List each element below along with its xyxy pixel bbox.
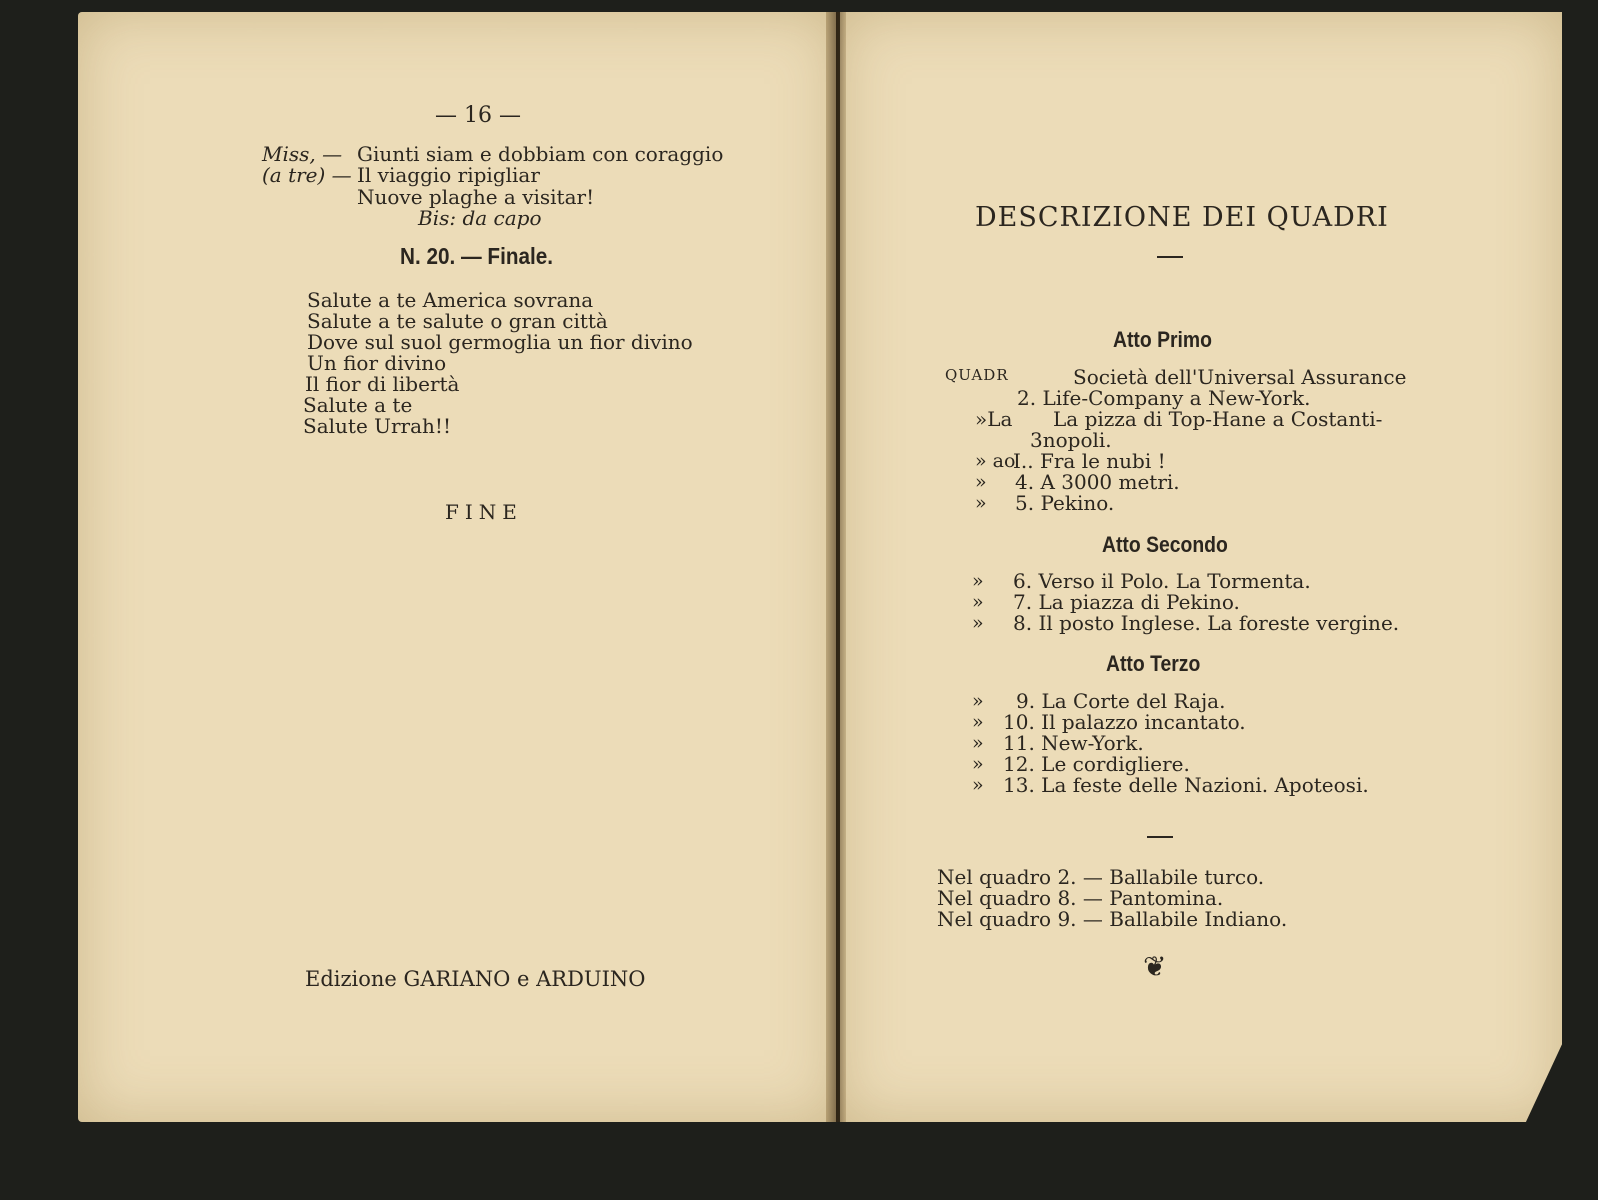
title-rule bbox=[1157, 256, 1183, 258]
finale-line: Un fior divino bbox=[307, 351, 447, 375]
ballet-note: Nel quadro 8. — Pantomina. bbox=[937, 886, 1224, 910]
entry-marker: » bbox=[975, 492, 987, 514]
finale-line: Dove sul suol germoglia un fior divino bbox=[307, 330, 693, 354]
entry-marker: » bbox=[972, 591, 984, 613]
scene-entry: 5. Pekino. bbox=[1015, 491, 1115, 515]
entry-marker: » bbox=[972, 711, 984, 733]
book-spine bbox=[826, 12, 846, 1122]
ballet-note: Nel quadro 2. — Ballabile turco. bbox=[937, 865, 1265, 889]
entry-marker: QUADR bbox=[945, 366, 1009, 384]
page-number: — 16 — bbox=[435, 103, 521, 128]
verse-line: Il viaggio ripigliar bbox=[357, 163, 540, 187]
scene-entry: 4. A 3000 metri. bbox=[1015, 470, 1180, 494]
scene-entry: I.. Fra le nubi ! bbox=[1013, 449, 1166, 473]
scene-entry: 8. Il posto Inglese. La foreste vergine. bbox=[1013, 611, 1400, 635]
scene-entry: 6. Verso il Polo. La Tormenta. bbox=[1013, 569, 1311, 593]
finale-line: Il fior di libertà bbox=[305, 372, 460, 396]
entry-marker: » bbox=[972, 690, 984, 712]
verse-line: Nuove plaghe a visitar! bbox=[357, 185, 595, 209]
entry-marker: »La bbox=[975, 407, 1013, 431]
scene-entry: 7. La piazza di Pekino. bbox=[1013, 590, 1240, 614]
entry-marker: » bbox=[972, 732, 984, 754]
finale-line: Salute a te salute o gran città bbox=[307, 309, 608, 333]
scene-entry: 10. Il palazzo incantato. bbox=[1003, 710, 1246, 734]
speaker-label: (a tre) — bbox=[262, 163, 352, 187]
fine-label: FINE bbox=[445, 500, 523, 524]
finale-line: Salute a te bbox=[303, 393, 413, 417]
section-title: DESCRIZIONE DEI QUADRI bbox=[975, 202, 1389, 233]
finale-line: Salute a te America sovrana bbox=[307, 288, 594, 312]
scene-entry: 12. Le cordigliere. bbox=[1003, 752, 1190, 776]
right-page bbox=[840, 12, 1562, 1122]
finale-heading: N. 20. — Finale. bbox=[400, 243, 553, 269]
finale-line: Salute Urrah!! bbox=[303, 414, 451, 438]
act-heading: Atto Secondo bbox=[1102, 532, 1228, 557]
act-heading: Atto Primo bbox=[1113, 327, 1212, 352]
scene-entry: 2. Life-Company a New-York. bbox=[1017, 386, 1311, 410]
entry-marker: » bbox=[972, 570, 984, 592]
scene-entry: 13. La feste delle Nazioni. Apoteosi. bbox=[1003, 773, 1369, 797]
scene-entry: La pizza di Top-Hane a Costanti- bbox=[1053, 407, 1383, 431]
scene-entry: 11. New-York. bbox=[1003, 731, 1144, 755]
repeat-direction: Bis: da capo bbox=[418, 206, 542, 230]
entry-marker: » ao bbox=[975, 450, 1016, 472]
scene-entry: 9. La Corte del Raja. bbox=[1016, 689, 1226, 713]
verse-line: Giunti siam e dobbiam con coraggio bbox=[357, 142, 724, 166]
act-heading: Atto Terzo bbox=[1106, 651, 1201, 676]
speaker-label: Miss, — bbox=[262, 142, 343, 166]
scene-entry: Società dell'Universal Assurance bbox=[1073, 365, 1407, 389]
entry-marker: » bbox=[972, 774, 984, 796]
entry-marker: » bbox=[972, 612, 984, 634]
entry-marker: » bbox=[972, 753, 984, 775]
section-rule bbox=[1147, 836, 1173, 838]
edition-imprint: Edizione GARIANO e ARDUINO bbox=[305, 967, 646, 991]
entry-marker: » bbox=[975, 471, 987, 493]
ornament-vignette: ❦ bbox=[1143, 950, 1167, 983]
ballet-note: Nel quadro 9. — Ballabile Indiano. bbox=[937, 907, 1288, 931]
scene-entry: 3nopoli. bbox=[1030, 428, 1112, 452]
